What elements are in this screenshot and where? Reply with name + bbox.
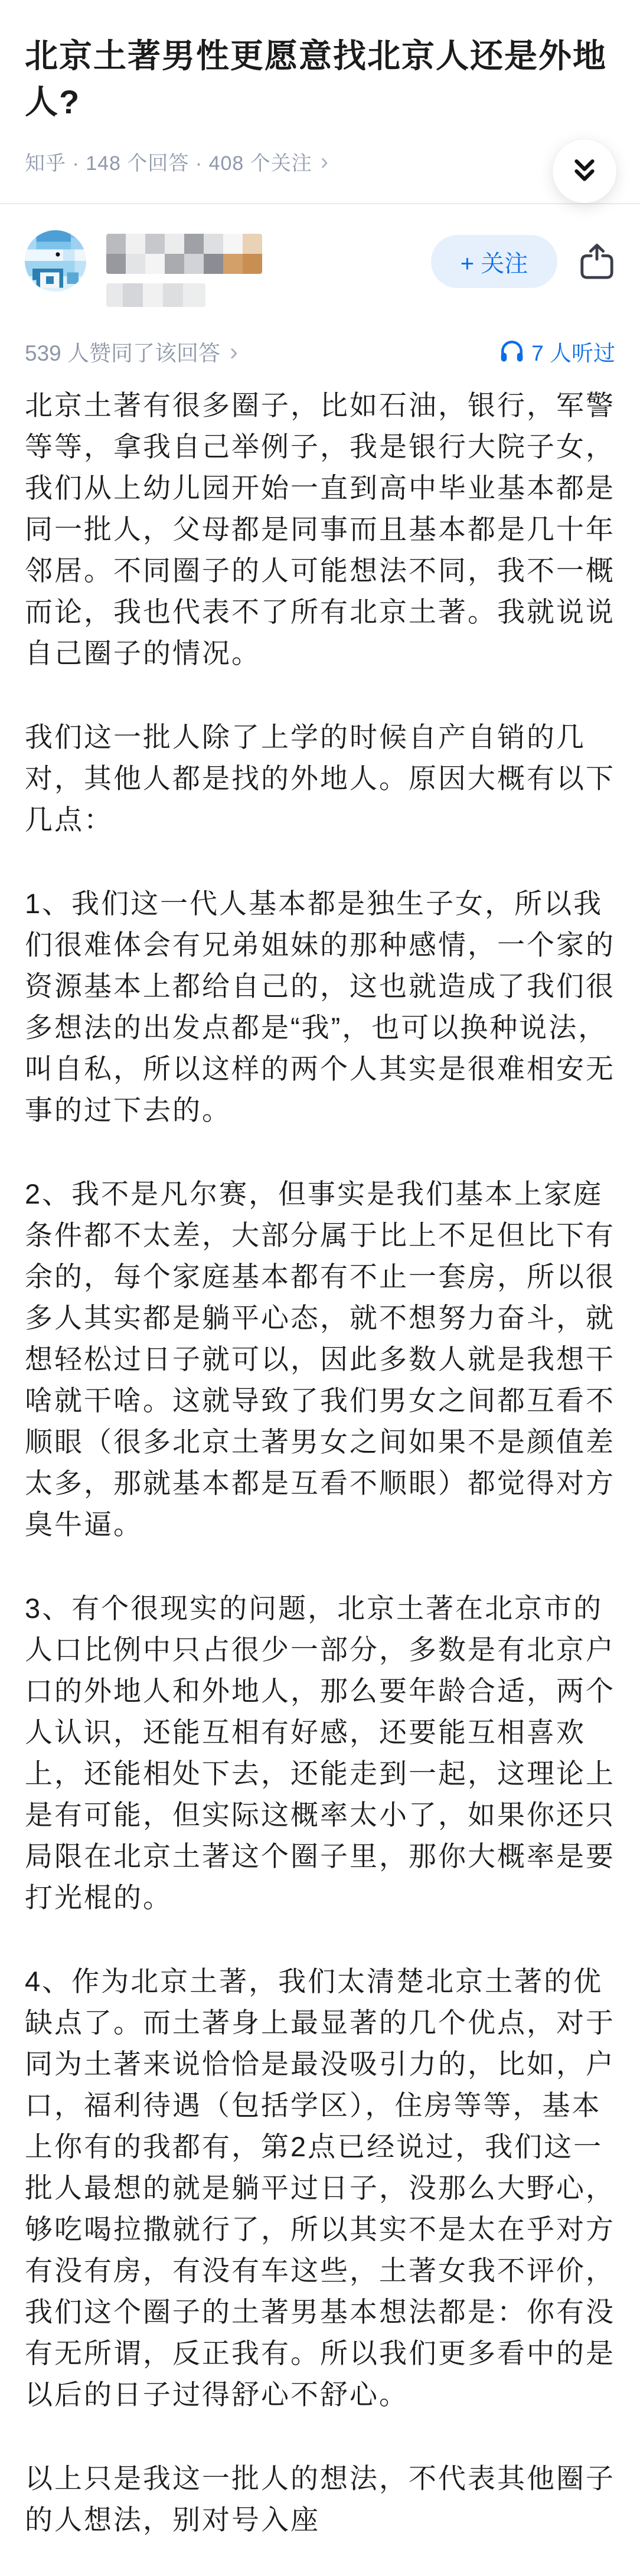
question-meta-link[interactable] (25, 147, 615, 176)
share-icon (579, 242, 615, 281)
listen-count-text: 7 人听过 (531, 341, 615, 366)
answer-stats-row (25, 335, 615, 367)
answer-paragraph: 4、作为北京土著，我们太清楚北京土著的优缺点了。而土著身上最显著的几个优点，对于同为土著来说恰恰是最没吸引力的，比如，户口，福利待遇（包括学区），住房等等，基本上你有的我都有，第2点已经说过，我们这一批人最想的就是躺平过日子，没那么大野心，够吃喝拉撒就行了，所以其实不是太在乎对方有没有房，有没有车这些，土著女我不评价，我们这个圈子的土著男基本想法都是：你有没有无所谓，反正我有。所以我们更多看中的是以后的日子过得舒心不舒心。 (25, 1966, 615, 2411)
censored-username (106, 234, 262, 274)
collapse-button[interactable] (553, 139, 616, 203)
follow-button-label: + 关注 (460, 250, 528, 277)
chevron-right-icon: › (320, 148, 329, 175)
answer-body (25, 385, 615, 2576)
answer-paragraph: 以上只是我这一批人的想法，不代表其他圈子的人想法，别对号入座 (25, 2463, 615, 2536)
upvote-count-link[interactable] (25, 335, 238, 367)
answer-paragraph: 3、有个很现实的问题，北京土著在北京市的人口比例中只占很少一部分，多数是有北京户口的外地人和外地人，那么要年龄合适，两个人认识，还能互相有好感，还要能互相喜欢上，还能相处下去，还能走到一起，这理论上是有可能，但实际这概率太小了，如果你还只局限在北京土著这个圈子里，那你大概率是要打光棍的。 (25, 1593, 615, 1914)
answer-paragraph: 北京土著有很多圈子，比如石油，银行，军警等等，拿我自己举例子，我是银行大院子女，我们从上幼儿园开始一直到高中毕业基本都是同一批人，父母都是同事而且基本都是几十年邻居。不同圈子的人可能想法不同，我不一概而论，我也代表不了所有北京土著。我就说说自己圈子的情况。 (25, 390, 615, 669)
avatar[interactable] (25, 230, 86, 292)
listen-button[interactable] (499, 335, 615, 367)
headphones-icon (499, 339, 524, 363)
answer-paragraph: 1、我们这一代人基本都是独生子女，所以我们很难体会有兄弟姐妹的那种感情，一个家的资源基本上都给自己的，这也就造成了我们很多想法的出发点都是“我”，也可以换种说法，叫自私，所以这样的两个人其实是很难相安无事的过下去的。 (25, 888, 615, 1126)
upvote-count-text: 539 人赞同了该回答 (25, 341, 221, 366)
author-info[interactable] (106, 230, 262, 307)
double-chevron-down-icon (569, 155, 600, 187)
divider (0, 203, 640, 204)
share-button[interactable] (579, 242, 615, 281)
chevron-right-icon: › (230, 337, 239, 365)
censored-user-bio (106, 283, 205, 307)
answer-paragraph: 2、我不是凡尔赛，但事实是我们基本上家庭条件都不太差，大部分属于比上不足但比下有余的，每个家庭基本都有不止一套房，所以很多人其实都是躺平心态，就不想努力奋斗，就想轻松过日子就可以，因此多数人就是我想干啥就干啥。这就导致了我们男女之间都互看不顺眼（很多北京土著男女之间如果不是颜值差太多，那就基本都是互看不顺眼）都觉得对方臭牛逼。 (25, 1178, 615, 1541)
author-row (25, 230, 615, 307)
question-title: 北京土著男性更愿意找北京人还是外地人? (25, 37, 607, 120)
follow-button[interactable] (431, 235, 557, 288)
question-meta-text: 知乎 · 148 个回答 · 408 个关注 (25, 152, 312, 175)
answer-paragraph: 我们这一批人除了上学的时候自产自销的几对，其他人都是找的外地人。原因大概有以下几点： (25, 721, 615, 836)
